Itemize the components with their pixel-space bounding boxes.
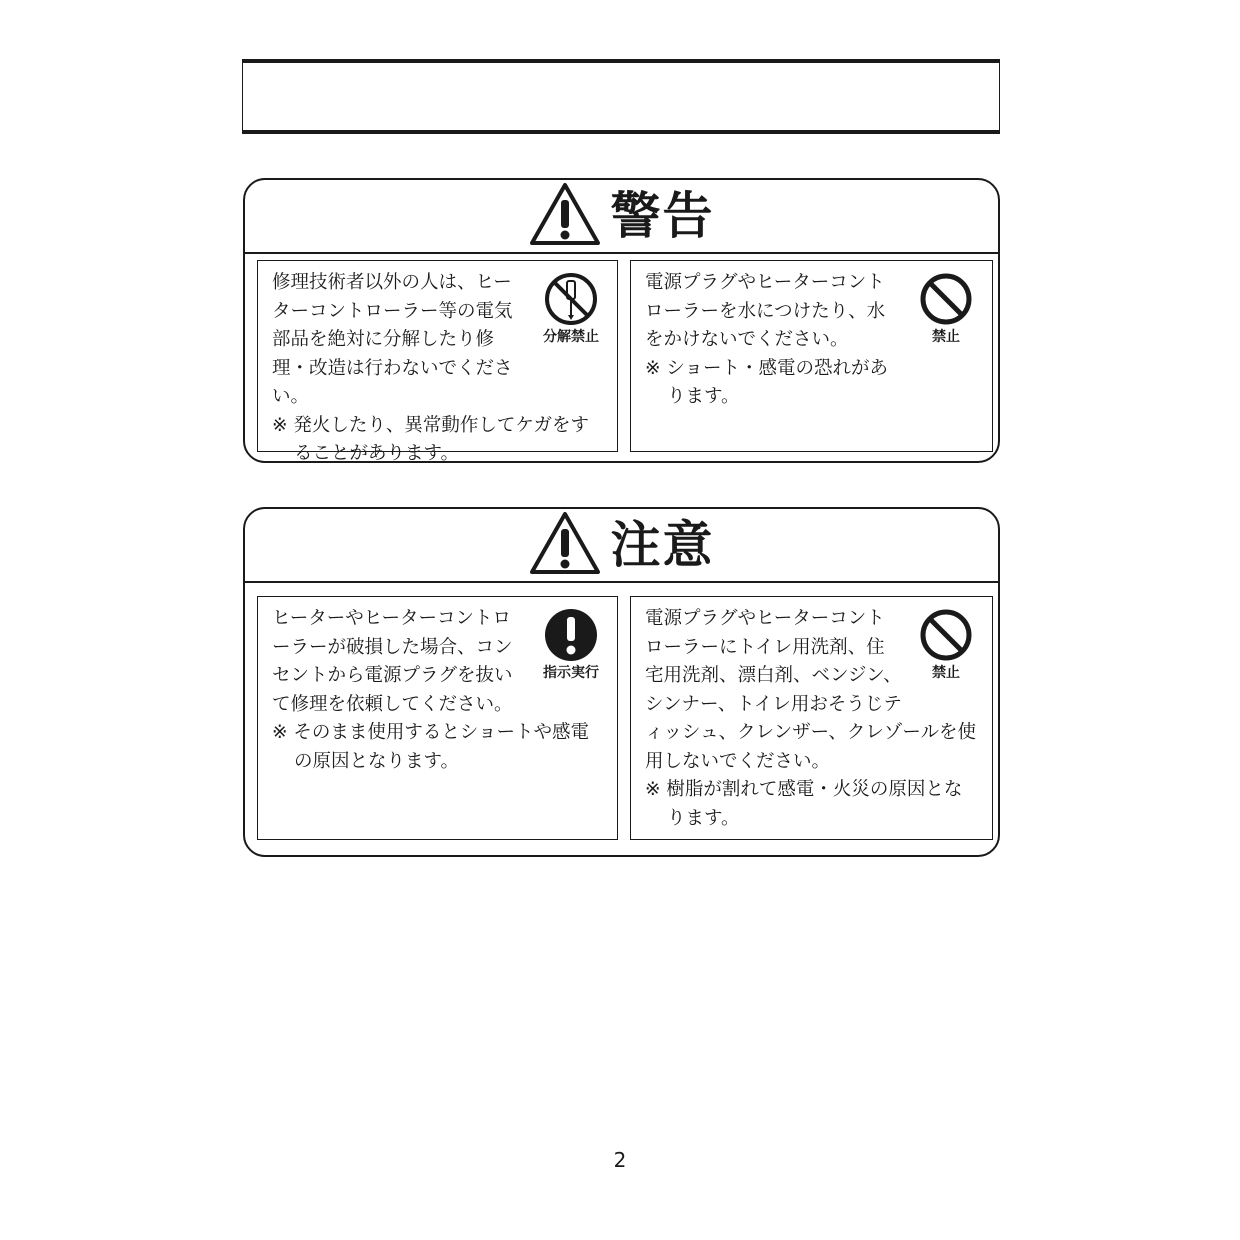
caution-box-chemicals: [630, 596, 993, 840]
warning-box-disassembly: [257, 260, 618, 464]
prohibited-pictogram: [908, 271, 984, 357]
page-number: 2: [613, 1148, 627, 1172]
caution-header: [245, 509, 998, 583]
warning-title: 警告: [610, 187, 715, 245]
icon-label: 指示実行: [543, 665, 599, 681]
note-text: ※ そのまま使用するとショートや感電の原因となります。: [272, 722, 590, 772]
instruction-text: 修理技術者以外の人は、ヒーターコントローラー等の電気部品を絶対に分解したり修理・改造は行わないでください。: [272, 272, 513, 407]
warning-box-water: [630, 260, 993, 452]
prohibited-icon: [918, 271, 974, 327]
caution-title: 注意: [610, 516, 715, 574]
warning-triangle-icon: [529, 182, 601, 250]
caution-panel: [243, 507, 1000, 857]
icon-label: 禁止: [932, 665, 960, 681]
note-text: ※ 発火したり、異常動作してケガをすることがあります。: [272, 414, 590, 464]
caution-box-damage: [257, 596, 618, 840]
instruction-text: 電源プラグやヒーターコントローラーにトイレ用洗剤、住宅用洗剤、漂白剤、ベンジン、シンナー、トイレ用おそうじティッシュ、クレンザー、クレゾールを使用しないでください。: [645, 608, 977, 772]
mandatory-action-pictogram: [533, 607, 609, 693]
no-disassembly-pictogram: [533, 271, 609, 357]
note-text: ※ ショート・感電の恐れがあります。: [645, 357, 889, 407]
section-title-bar: [242, 59, 1000, 134]
note-text: ※ 樹脂が割れて感電・火災の原因となります。: [645, 779, 963, 829]
warning-header: [245, 180, 998, 254]
instruction-text: 電源プラグやヒーターコントローラーを水につけたり、水をかけないでください。: [645, 272, 886, 350]
instruction-text: ヒーターやヒーターコントローラーが破損した場合、コンセントから電源プラグを抜いて修理を依頼してください。: [272, 608, 513, 715]
warning-panel: [243, 178, 1000, 463]
no-disassembly-icon: [543, 271, 599, 327]
icon-label: 禁止: [932, 329, 960, 345]
prohibited-icon: [918, 607, 974, 663]
mandatory-action-icon: [543, 607, 599, 663]
warning-triangle-icon: [529, 511, 601, 579]
icon-label: 分解禁止: [543, 329, 599, 345]
prohibited-pictogram: [908, 607, 984, 693]
